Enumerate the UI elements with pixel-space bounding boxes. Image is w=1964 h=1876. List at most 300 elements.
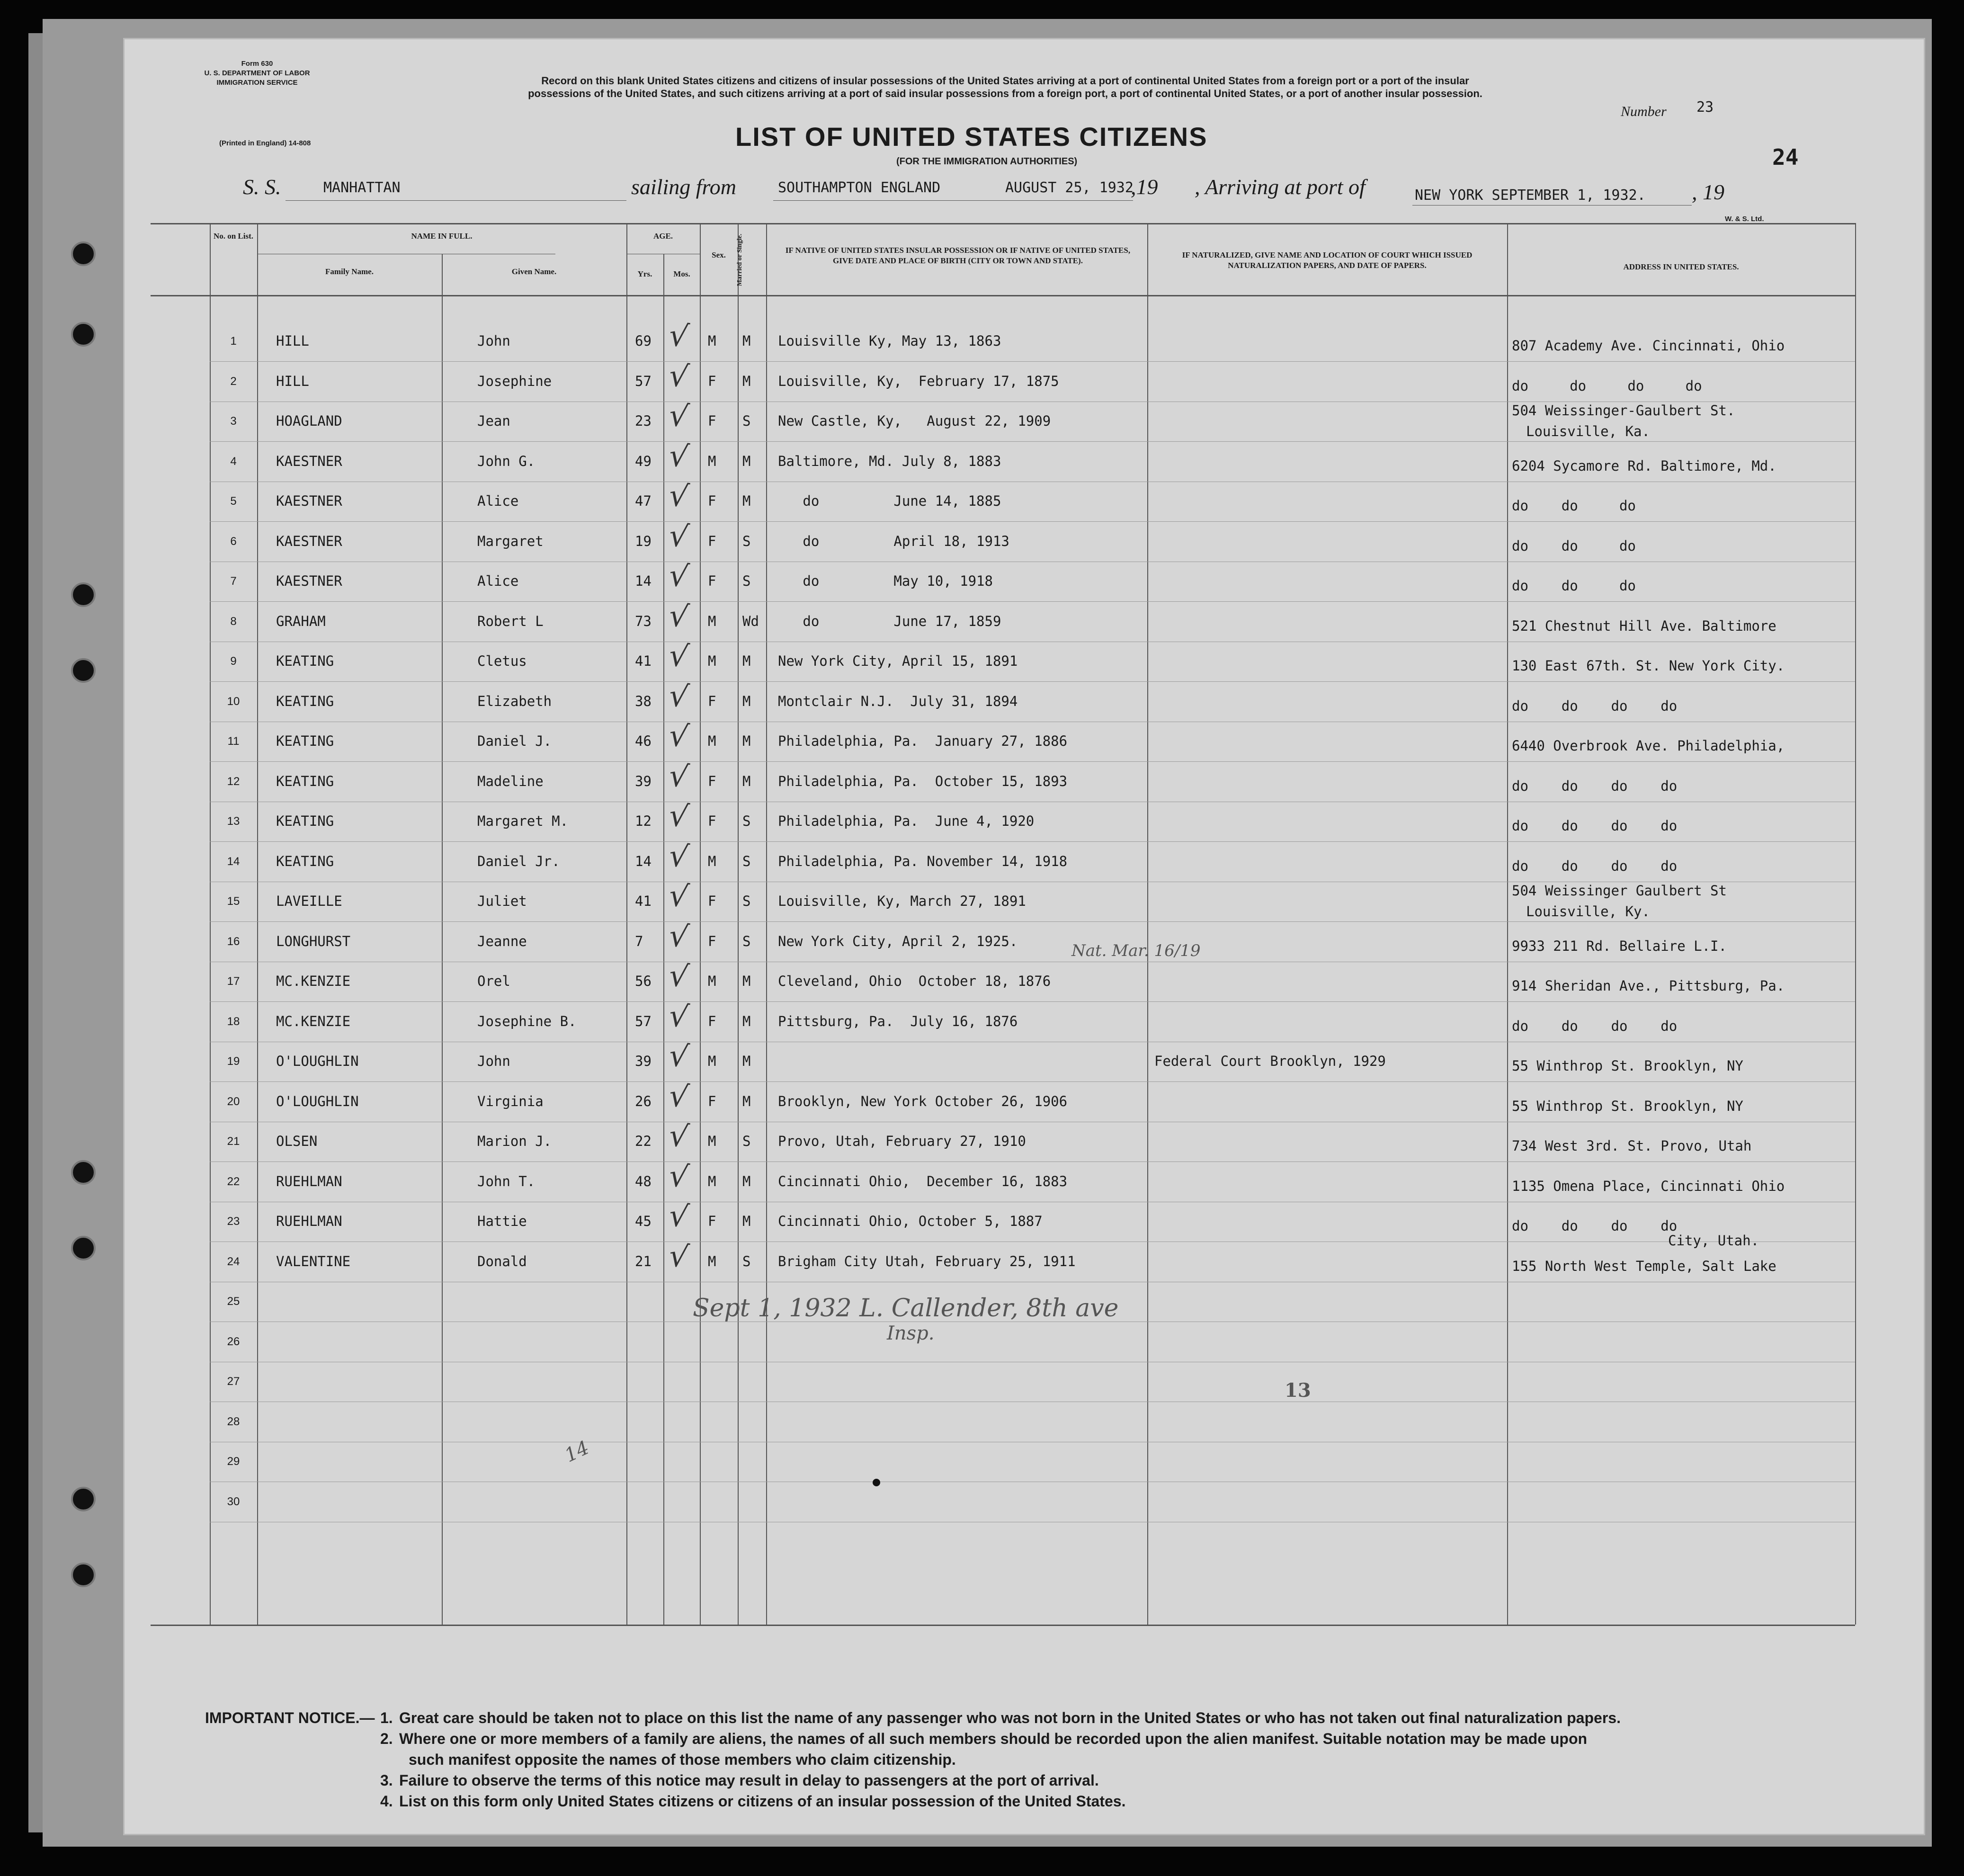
sex: M [708,1133,716,1149]
row-number: 7 [230,575,237,588]
family-name: KEATING [276,813,334,829]
check-mark: √ [667,1238,691,1276]
address: 55 Winthrop St. Brooklyn, NY [1512,1098,1743,1114]
row-number: 3 [230,415,237,428]
sex: M [708,973,716,989]
marital-status: M [742,1173,751,1189]
col-header-mos: Mos. [673,269,690,278]
notice-label: IMPORTANT NOTICE.— [205,1709,375,1726]
row-number: 14 [227,855,240,868]
row-number: 18 [227,1015,240,1028]
check-mark: √ [667,957,691,995]
table-bottom-border [151,1625,1855,1626]
service: IMMIGRATION SERVICE [216,79,298,87]
row-number: 4 [230,455,237,468]
given-name: John [477,1053,510,1069]
check-mark: √ [667,717,691,755]
row-number: 29 [227,1455,240,1468]
notice-item [380,1749,1621,1770]
check-mark: √ [667,918,691,956]
printed-note: (Printed in England) 14-808 [219,139,311,147]
manifest-sheet [123,38,1925,1835]
binder-hole [71,658,96,683]
row-number: 19 [227,1055,240,1068]
age-years: 47 [635,493,652,509]
row-number: 10 [227,695,240,708]
family-name: VALENTINE [276,1253,351,1269]
row-line [210,921,1855,922]
col-divider [663,254,664,1625]
col-header-birth: IF NATIVE OF UNITED STATES INSULAR POSSESSION OR IF NATIVE OF UNITED STATES, GIVE DATE AND PLACE OF BIRTH (CITY OR TOWN AND STATE). [785,246,1131,265]
row-number: 6 [230,535,237,548]
form-number: Form 630 [241,60,273,68]
sex: F [708,893,716,909]
binder-hole [71,322,96,347]
family-name: KAESTNER [276,453,342,469]
given-name: Daniel J. [477,733,552,749]
age-years: 14 [635,573,652,589]
given-name: Alice [477,493,519,509]
row-number: 1 [230,335,237,348]
marital-status: M [742,733,751,749]
address: do do do do [1512,818,1678,834]
year-suffix: ,19 [1131,175,1158,199]
marital-status: S [742,813,751,829]
address: do do do do [1512,778,1678,794]
inspector-title: Insp. [887,1322,935,1344]
family-name: RUEHLMAN [276,1173,342,1189]
marital-status: M [742,653,751,669]
given-name: Cletus [477,653,527,669]
age-years: 38 [635,693,652,709]
sex: F [708,693,716,709]
check-mark: √ [667,357,691,395]
age-years: 73 [635,613,652,629]
address: 734 West 3rd. St. Provo, Utah [1512,1138,1752,1154]
notice-item-number: 2. [380,1730,393,1747]
birth-place-date: New York City, April 2, 1925. [778,933,1018,949]
address: 55 Winthrop St. Brooklyn, NY [1512,1058,1743,1074]
age-years: 41 [635,893,652,909]
marital-status: M [742,773,751,789]
age-years: 57 [635,373,652,389]
birth-place-date: Provo, Utah, February 27, 1910 [778,1133,1026,1149]
record-instructions: Record on this blank United States citizens and citizens of insular possessions of the United States arriving at a port of continental United States from a foreign port or a port of the insular possessions of the United States, and such citizens arriving at a port of said insular possessions from a foreign port, a port of continental United States, or a port of another insular possession. [528,75,1482,99]
age-years: 21 [635,1253,652,1269]
printer-mark: W. & S. Ltd. [1725,215,1764,223]
family-name: O'LOUGHLIN [276,1093,359,1109]
row-line [210,1161,1855,1162]
check-mark: √ [667,637,691,675]
age-years: 57 [635,1013,652,1029]
marital-status: M [742,373,751,389]
family-name: RUEHLMAN [276,1213,342,1229]
check-mark: √ [667,518,691,555]
marital-status: M [742,1013,751,1029]
age-years: 7 [635,933,643,949]
margin-mark: 14 [561,1437,593,1467]
birth-place-date: Philadelphia, Pa. November 14, 1918 [778,853,1068,869]
age-years: 19 [635,533,652,549]
notice-item [380,1770,1621,1791]
sex: F [708,373,716,389]
birth-place-date: Philadelphia, Pa. June 4, 1920 [778,813,1035,829]
birth-place-date: Pittsburg, Pa. July 16, 1876 [778,1013,1018,1029]
arriving-port: NEW YORK SEPTEMBER 1, 1932. [1415,187,1646,204]
address: do do do do [1512,858,1678,874]
birth-place-date: do April 18, 1913 [778,533,1009,549]
given-name: Marion J. [477,1133,552,1149]
row-number: 17 [227,975,240,988]
age-years: 12 [635,813,652,829]
row-number: 30 [227,1495,240,1508]
row-line [210,521,1855,522]
given-name: Orel [477,973,510,989]
age-years: 22 [635,1133,652,1149]
address: 6204 Sycamore Rd. Baltimore, Md. [1512,458,1777,474]
col-divider [442,254,443,1625]
col-divider [1855,223,1856,1625]
address: 6440 Overbrook Ave. Philadelphia, [1512,738,1785,754]
notice-item [380,1707,1621,1728]
binder-hole [71,1487,96,1511]
birth-place-date: do June 17, 1859 [778,613,1001,629]
row-line [210,361,1855,362]
col-divider [257,223,258,1625]
check-mark: √ [667,1197,691,1235]
age-years: 69 [635,333,652,349]
ink-dot [873,1479,880,1486]
age-years: 26 [635,1093,652,1109]
family-name: O'LOUGHLIN [276,1053,359,1069]
address: do do do do [1512,1018,1678,1034]
marital-status: S [742,533,751,549]
given-name: Robert L [477,613,544,629]
given-name: John T. [477,1173,536,1189]
check-mark: √ [667,1117,691,1155]
sex: M [708,613,716,629]
notice-item-number: 3. [380,1772,393,1789]
sex: F [708,813,716,829]
address: 807 Academy Ave. Cincinnati, Ohio [1512,338,1785,354]
given-name: Margaret M. [477,813,569,829]
row-number: 20 [227,1095,240,1108]
notice-item-number: 1. [380,1709,393,1726]
given-name: Virginia [477,1093,544,1109]
marital-status: M [742,493,751,509]
header-bottom-border [151,295,1855,296]
given-name: Josephine B. [477,1013,577,1029]
birth-place-date: Philadelphia, Pa. January 27, 1886 [778,733,1068,749]
age-years: 23 [635,413,652,429]
birth-place-date: do May 10, 1918 [778,573,993,589]
col-divider [626,223,627,1625]
check-mark: √ [667,317,691,355]
birth-place-date: Cincinnati Ohio, December 16, 1883 [778,1173,1068,1189]
marital-status: M [742,973,751,989]
row-line [210,601,1855,602]
number-label: Number [1621,104,1667,119]
col-header-yrs: Yrs. [637,269,652,278]
age-years: 48 [635,1173,652,1189]
sex: F [708,773,716,789]
marital-status: M [742,1053,751,1069]
binder-hole [71,1160,96,1185]
birth-place-date: Louisville Ky, May 13, 1863 [778,333,1001,349]
sex: F [708,1013,716,1029]
family-name: KEATING [276,693,334,709]
sex: M [708,733,716,749]
inspector-signature: Sept 1, 1932 L. Callender, 8th ave [693,1294,1119,1322]
birth-place-date: Montclair N.J. July 31, 1894 [778,693,1018,709]
page-title: LIST OF UNITED STATES CITIZENS [735,122,1208,152]
page-number: 24 [1772,144,1799,170]
marital-status: S [742,413,751,429]
family-name: HILL [276,333,309,349]
row-line [210,1081,1855,1082]
check-mark: √ [667,678,691,715]
row-number: 24 [227,1255,240,1268]
underline [773,200,1133,201]
page-subtitle: (FOR THE IMMIGRATION AUTHORITIES) [896,156,1078,167]
address: 155 North West Temple, Salt Lake [1512,1258,1777,1274]
notice-item [380,1728,1621,1749]
age-years: 49 [635,453,652,469]
address: do do do do [1512,1218,1678,1234]
family-name: HOAGLAND [276,413,342,429]
family-name: MC.KENZIE [276,973,351,989]
sex: M [708,853,716,869]
birth-place-date: Cincinnati Ohio, October 5, 1887 [778,1213,1043,1229]
address: 521 Chestnut Hill Ave. Baltimore [1512,618,1777,634]
address: 130 East 67th. St. New York City. [1512,658,1785,674]
given-name: Josephine [477,373,552,389]
col-divider [210,223,211,1625]
family-name: MC.KENZIE [276,1013,351,1029]
sex: F [708,573,716,589]
check-mark: √ [667,877,691,915]
sex: M [708,653,716,669]
col-header-sex: Sex. [712,250,726,259]
marital-status: M [742,333,751,349]
address: 9933 211 Rd. Bellaire L.I. [1512,938,1727,954]
row-number: 16 [227,935,240,948]
birth-place-date: Louisville, Ky, February 17, 1875 [778,373,1059,389]
naturalization: Federal Court Brooklyn, 1929 [1154,1053,1386,1069]
row-number: 27 [227,1375,240,1388]
marital-status: S [742,853,751,869]
age-years: 56 [635,973,652,989]
age-years: 41 [635,653,652,669]
table-top-border [151,223,1855,224]
address-line-2: Louisville, Ka. [1526,423,1650,439]
sex: F [708,413,716,429]
binder-hole [71,1563,96,1587]
row-number: 8 [230,615,237,628]
given-name: Juliet [477,893,527,909]
address: do do do do [1512,698,1678,714]
check-mark: √ [667,477,691,515]
col-header-married: Married or Single. [736,233,743,286]
check-mark: √ [667,598,691,635]
marital-status: M [742,453,751,469]
sailing-date: AUGUST 25, 1932 [1005,179,1134,196]
address: 914 Sheridan Ave., Pittsburg, Pa. [1512,978,1785,994]
check-mark: √ [667,1078,691,1116]
marital-status: S [742,933,751,949]
family-name: GRAHAM [276,613,326,629]
given-name: Jeanne [477,933,527,949]
family-name: KAESTNER [276,533,342,549]
ss-label: S. S. [243,175,281,199]
notice-item-text: Failure to observe the terms of this notice may result in delay to passengers at the port of arrival. [399,1772,1099,1789]
col-header-naturalized: IF NATURALIZED, GIVE NAME AND LOCATION OF COURT WHICH ISSUED NATURALIZATION PAPERS, AND DATE OF PAPERS. [1182,250,1473,270]
marital-status: M [742,1213,751,1229]
age-years: 39 [635,773,652,789]
family-name: LONGHURST [276,933,351,949]
marital-status: S [742,893,751,909]
col-header-given: Given Name. [511,267,557,276]
family-name: KAESTNER [276,573,342,589]
birth-place-date: Cleveland, Ohio October 18, 1876 [778,973,1051,989]
check-mark: √ [667,438,691,475]
row-line [210,841,1855,842]
address: do do do [1512,538,1636,554]
address-line-above: City, Utah. [1668,1233,1759,1249]
handwritten-mark: 13 [1285,1379,1311,1402]
given-name: Hattie [477,1213,527,1229]
address: do do do [1512,578,1636,594]
row-number: 2 [230,375,237,388]
check-mark: √ [667,998,691,1036]
row-line [210,441,1855,442]
given-name: Daniel Jr. [477,853,560,869]
marital-status: Wd [742,613,759,629]
handwritten-note: Nat. Mar. 16/19 [1071,941,1201,960]
ship-name: MANHATTAN [323,179,401,196]
birth-place-date: Philadelphia, Pa. October 15, 1893 [778,773,1068,789]
row-number: 9 [230,655,237,668]
birth-place-date: do June 14, 1885 [778,493,1001,509]
row-number: 13 [227,815,240,828]
row-number: 12 [227,775,240,788]
form-id-block [186,59,328,88]
col-divider [766,223,767,1625]
sailing-port: SOUTHAMPTON ENGLAND [778,179,941,196]
address: do do do [1512,498,1636,514]
row-number: 11 [227,735,240,748]
col-header-family: Family Name. [325,267,374,276]
number-value: 23 [1696,99,1714,116]
notice-item [380,1791,1621,1812]
col-divider [1147,223,1148,1625]
address: 504 Weissinger Gaulbert St [1512,883,1727,899]
age-years: 46 [635,733,652,749]
row-line [210,761,1855,762]
family-name: KEATING [276,773,334,789]
row-line [210,1001,1855,1002]
given-name: Margaret [477,533,544,549]
row-number: 26 [227,1335,240,1348]
sex: F [708,493,716,509]
sex: F [708,533,716,549]
row-number: 21 [227,1135,240,1148]
notice-item-text: Great care should be taken not to place on this list the name of any passenger who was not born in the United States or who has not taken out final naturalization papers. [399,1709,1621,1726]
binder-hole [71,582,96,607]
row-line [210,681,1855,682]
col-header-age: AGE. [653,232,673,241]
family-name: KEATING [276,653,334,669]
birth-place-date: Louisville, Ky, March 27, 1891 [778,893,1026,909]
family-name: OLSEN [276,1133,318,1149]
notice-list [380,1707,1621,1812]
check-mark: √ [667,758,691,795]
given-name: Madeline [477,773,544,789]
sex: M [708,1253,716,1269]
check-mark: √ [667,797,691,835]
sex: M [708,333,716,349]
address: do do do do [1512,378,1702,394]
arriving-label: , Arriving at port of [1195,175,1366,199]
given-name: John G. [477,453,536,469]
marital-status: S [742,1133,751,1149]
notice-item-text: Where one or more members of a family are aliens, the names of all such members should be recorded upon the alien manifest. Suitable notation may be made upon [399,1730,1588,1747]
col-header-name: NAME IN FULL. [411,232,473,241]
birth-place-date: Baltimore, Md. July 8, 1883 [778,453,1001,469]
marital-status: M [742,1093,751,1109]
col-divider [738,223,739,1625]
sex: M [708,1053,716,1069]
notice-item-number: 4. [380,1793,393,1810]
birth-place-date: New York City, April 15, 1891 [778,653,1018,669]
col-header-address: ADDRESS IN UNITED STATES. [1623,262,1739,271]
sex: F [708,1213,716,1229]
given-name: Jean [477,413,510,429]
binder-hole [71,241,96,266]
sailing-label: sailing from [631,175,736,199]
address: 504 Weissinger-Gaulbert St. [1512,402,1735,419]
underline [286,200,626,201]
birth-place-date: Brigham City Utah, February 25, 1911 [778,1253,1076,1269]
check-mark: √ [667,397,691,435]
check-mark: √ [667,838,691,875]
notice-item-text: List on this form only United States citizens or citizens of an insular possession of the United States. [399,1793,1126,1810]
marital-status: M [742,693,751,709]
col-header-no: No. on List. [213,232,254,241]
address-line-2: Louisville, Ky. [1526,903,1650,920]
given-name: Elizabeth [477,693,552,709]
marital-status: S [742,573,751,589]
department: U. S. DEPARTMENT OF LABOR [204,69,310,77]
year-suffix-2: , 19 [1692,180,1724,204]
sex: F [708,1093,716,1109]
notice-item-text: such manifest opposite the names of those members who claim citizenship. [409,1751,956,1768]
family-name: HILL [276,373,309,389]
family-name: KEATING [276,853,334,869]
col-divider [1507,223,1508,1625]
age-years: 45 [635,1213,652,1229]
given-name: Alice [477,573,519,589]
col-divider [700,223,701,1625]
address: 1135 Omena Place, Cincinnati Ohio [1512,1178,1785,1194]
given-name: Donald [477,1253,527,1269]
family-name: KAESTNER [276,493,342,509]
binder-hole [71,1236,96,1260]
row-number: 5 [230,495,237,508]
row-number: 28 [227,1415,240,1428]
row-number: 15 [227,895,240,908]
sex: M [708,453,716,469]
